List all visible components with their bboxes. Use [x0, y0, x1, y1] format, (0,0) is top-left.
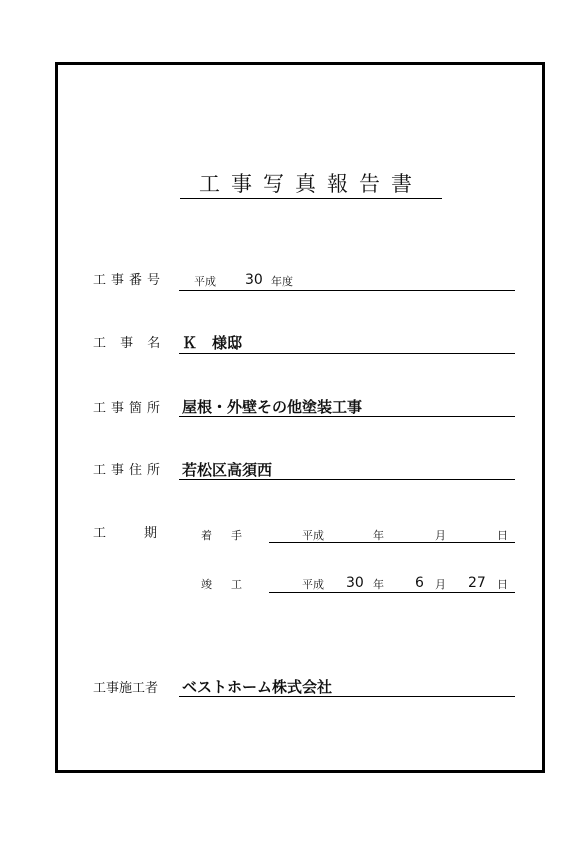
completion-month: 6	[415, 575, 424, 591]
construction-address-label: 工事住所	[93, 463, 166, 478]
document-title: 工事写真報告書	[180, 170, 442, 199]
construction-number-label: 工事番号	[93, 273, 166, 288]
construction-location-line	[179, 416, 515, 417]
completion-day: 27	[468, 575, 486, 591]
contractor-line	[179, 696, 515, 697]
document-frame	[55, 62, 545, 773]
construction-period-label: 工 期	[93, 526, 162, 541]
contractor-label: 工事施工者	[93, 681, 159, 696]
construction-name-label: 工 事 名	[93, 336, 166, 351]
start-era: 平成	[302, 529, 324, 542]
start-label: 着 手	[201, 529, 246, 542]
start-line	[269, 542, 515, 543]
completion-era: 平成	[302, 578, 324, 591]
contractor-value: ベストホーム株式会社	[182, 678, 333, 696]
construction-name-value: Ｋ 様邸	[182, 334, 243, 352]
completion-year-unit: 年	[373, 578, 384, 591]
construction-address-value: 若松区高須西	[182, 461, 273, 479]
start-day-unit: 日	[497, 529, 508, 542]
construction-address-line	[179, 479, 515, 480]
construction-number-year: 30	[245, 272, 263, 288]
construction-number-line	[179, 290, 515, 291]
start-month-unit: 月	[435, 529, 446, 542]
construction-location-label: 工事箇所	[93, 401, 166, 416]
completion-day-unit: 日	[497, 578, 508, 591]
completion-label: 竣 工	[201, 578, 246, 591]
completion-month-unit: 月	[435, 578, 446, 591]
construction-number-era: 平成	[194, 275, 216, 288]
construction-number-suffix: 年度	[271, 275, 293, 288]
construction-name-line	[179, 353, 515, 354]
completion-year: 30	[346, 575, 364, 591]
start-year-unit: 年	[373, 529, 384, 542]
completion-line	[269, 592, 515, 593]
construction-location-value: 屋根・外壁その他塗装工事	[182, 398, 363, 416]
